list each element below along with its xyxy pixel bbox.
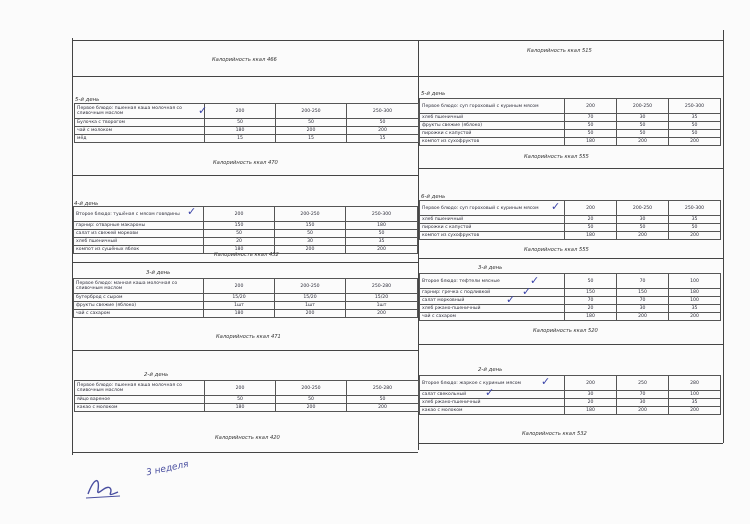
portion-cell: 15 (205, 135, 276, 143)
portion-cell: 30 (275, 238, 346, 246)
section-bottom-line (72, 452, 418, 453)
portion-cell: 1шт (346, 302, 418, 310)
checkmark-icon: ✓ (522, 285, 532, 298)
table-row (74, 310, 418, 318)
portion-cell: 150 (565, 289, 617, 297)
portion-cell: 50 (617, 224, 669, 232)
dish-cell: компот из сухофруктов (420, 232, 565, 240)
checkmark-icon: ✓ (198, 104, 208, 117)
day-label: 5-й день (421, 91, 446, 97)
portion-cell: 100 (669, 391, 721, 399)
table-row (74, 230, 418, 238)
portion-cell: 150 (204, 222, 275, 230)
top-left-calorie: Калорийность ккал 466 (212, 57, 277, 63)
portion-cell: 35 (346, 238, 418, 246)
portion-cell: 200 (669, 313, 721, 321)
portion-cell: 200 (204, 207, 275, 222)
portion-cell: 50 (347, 119, 419, 127)
portion-cell: 15/20 (346, 294, 418, 302)
calorie-label: Калорийность ккал 470 (213, 160, 278, 166)
portion-cell: 70 (617, 274, 669, 289)
portion-cell: 20 (565, 216, 617, 224)
dish-cell: хлеб ржано-пшеничный (420, 305, 565, 313)
dish-cell: компот из сушёных яблок (74, 246, 204, 254)
section-bottom-line (72, 175, 418, 176)
day-label: 6-й день (421, 194, 446, 200)
dish-cell: чай с сахаром (420, 313, 565, 321)
portion-cell: 200 (347, 127, 419, 135)
menu-table (419, 375, 721, 415)
portion-cell: 20 (565, 399, 617, 407)
dish-cell: хлеб пшеничный (420, 114, 565, 122)
portion-cell: 20 (565, 305, 617, 313)
calorie-label: Калорийность ккал 420 (215, 435, 280, 441)
dish-cell: какао с молоком (420, 407, 565, 415)
portion-cell: 200 (276, 127, 347, 135)
portion-cell: 50 (669, 130, 721, 138)
portion-cell: 20 (204, 238, 275, 246)
portion-cell: 70 (565, 114, 617, 122)
portion-cell: 180 (205, 404, 276, 412)
dish-cell: хлеб пшеничный (74, 238, 204, 246)
portion-cell: 250 (617, 376, 669, 391)
dish-cell: салат свекольный (420, 391, 565, 399)
checkmark-icon: ✓ (187, 205, 197, 218)
portion-cell: 200-250 (617, 201, 669, 216)
table-row (420, 130, 721, 138)
dish-cell: хлеб пшеничный (420, 216, 565, 224)
portion-cell: 15 (347, 135, 419, 143)
day-label: 3-й день (146, 270, 171, 276)
table-row (420, 232, 721, 240)
table-row (74, 238, 418, 246)
portion-cell: 15/20 (275, 294, 346, 302)
checkmark-icon: ✓ (551, 200, 561, 213)
portion-cell: 200 (669, 138, 721, 146)
portion-cell: 50 (565, 130, 617, 138)
portion-cell: 200-250 (275, 279, 346, 294)
top-line (72, 40, 723, 41)
portion-cell: 200 (617, 138, 669, 146)
table-row (420, 289, 721, 297)
table-row (74, 302, 418, 310)
handwritten-note: 3 неделя (145, 459, 190, 479)
signature-icon (84, 472, 124, 502)
portion-cell: 50 (205, 119, 276, 127)
portion-cell: 15/20 (204, 294, 275, 302)
portion-cell: 200 (347, 404, 419, 412)
menu-table (73, 278, 418, 318)
portion-cell: 250-300 (347, 104, 419, 119)
portion-cell: 50 (276, 119, 347, 127)
portion-cell: 180 (565, 232, 617, 240)
portion-cell: 200 (346, 310, 418, 318)
table-row (74, 279, 418, 294)
portion-cell: 35 (669, 216, 721, 224)
calorie-label: Калорийность ккал 471 (216, 334, 281, 340)
dish-cell: Первое блюдо: пшенная каша молочная со сливочным маслом (75, 104, 205, 119)
portion-cell: 200-250 (617, 99, 669, 114)
portion-cell: 50 (205, 396, 276, 404)
dish-cell: Первое блюдо: манная каша молочная со сливочным маслом (74, 279, 204, 294)
dish-cell: яйцо вареное (75, 396, 205, 404)
portion-cell: 50 (617, 122, 669, 130)
portion-cell: 200 (669, 232, 721, 240)
calorie-label: Калорийность ккал 555 (524, 247, 589, 253)
portion-cell: 30 (617, 114, 669, 122)
dish-cell: Второе блюдо: тушёная с мясом говядины (74, 207, 204, 222)
portion-cell: 1шт (204, 302, 275, 310)
portion-cell: 30 (565, 391, 617, 399)
checkmark-icon: ✓ (485, 386, 495, 399)
table-row (75, 104, 419, 119)
table-row (420, 391, 721, 399)
dish-cell: салат морковный (420, 297, 565, 305)
section-bottom-line (418, 168, 723, 169)
portion-cell: 280 (669, 376, 721, 391)
menu-table (419, 273, 721, 321)
portion-cell: 1шт (275, 302, 346, 310)
portion-cell: 180 (669, 289, 721, 297)
dish-cell: мёд (75, 135, 205, 143)
table-row (420, 274, 721, 289)
portion-cell: 50 (346, 230, 418, 238)
portion-cell: 200 (204, 279, 275, 294)
section-bottom-line (72, 350, 418, 351)
portion-cell: 200 (275, 310, 346, 318)
portion-cell: 50 (617, 130, 669, 138)
portion-cell: 100 (669, 297, 721, 305)
portion-cell: 180 (205, 127, 276, 135)
calorie-label: Калорийность ккал 555 (524, 154, 589, 160)
dish-cell: Второе блюдо: жаркое с куриным мясом (420, 376, 565, 391)
portion-cell: 250-280 (347, 381, 419, 396)
dish-cell: пирожки с капустой (420, 130, 565, 138)
dish-cell: пирожки с капустой (420, 224, 565, 232)
dish-cell: фрукты свежие (яблоко) (420, 122, 565, 130)
day-label: 2-й день (144, 372, 169, 378)
table-row (420, 216, 721, 224)
checkmark-icon: ✓ (506, 293, 516, 306)
portion-cell: 100 (669, 274, 721, 289)
table-row (75, 127, 419, 135)
portion-cell: 250-300 (346, 207, 418, 222)
table-row (75, 396, 419, 404)
portion-cell: 200 (565, 201, 617, 216)
portion-cell: 200 (276, 404, 347, 412)
menu-table (419, 98, 721, 146)
dish-cell: салат из свежей моркови (74, 230, 204, 238)
portion-cell: 50 (565, 224, 617, 232)
table-row (420, 114, 721, 122)
day-label: 4-й день (74, 201, 99, 207)
checkmark-icon: ✓ (541, 375, 551, 388)
dish-cell: компот из сухофруктов (420, 138, 565, 146)
table-row (74, 207, 418, 222)
portion-cell: 35 (669, 399, 721, 407)
portion-cell: 15 (276, 135, 347, 143)
menu-table (419, 200, 721, 240)
dish-cell: Второе блюдо: тефтели мясные (420, 274, 565, 289)
portion-cell: 50 (276, 396, 347, 404)
table-row (420, 122, 721, 130)
menu-table (73, 206, 418, 254)
table-row (420, 99, 721, 114)
top-bottom-line (72, 76, 723, 77)
table-row (420, 201, 721, 216)
portion-cell: 30 (617, 399, 669, 407)
checkmark-icon: ✓ (530, 274, 540, 287)
section-bottom-line (72, 262, 418, 263)
portion-cell: 180 (346, 222, 418, 230)
portion-cell: 200 (205, 104, 276, 119)
menu-table (74, 380, 419, 412)
portion-cell: 50 (275, 230, 346, 238)
calorie-label: Калорийность ккал 520 (533, 328, 598, 334)
portion-cell: 50 (669, 224, 721, 232)
dish-cell: чай с молоком (75, 127, 205, 135)
top-right-calorie: Калорийность ккал 515 (527, 48, 592, 54)
dish-cell: Булочка с творогом (75, 119, 205, 127)
table-row (420, 297, 721, 305)
portion-cell: 35 (669, 114, 721, 122)
portion-cell: 200 (565, 376, 617, 391)
table-row (74, 294, 418, 302)
table-row (75, 404, 419, 412)
portion-cell: 50 (669, 122, 721, 130)
portion-cell: 50 (565, 274, 617, 289)
portion-cell: 200 (617, 313, 669, 321)
portion-cell: 180 (565, 138, 617, 146)
day-label: 5-й день (75, 97, 100, 103)
portion-cell: 30 (617, 305, 669, 313)
portion-cell: 70 (617, 297, 669, 305)
portion-cell: 70 (565, 297, 617, 305)
portion-cell: 150 (617, 289, 669, 297)
dish-cell: Первое блюдо: суп гороховый с куриным мясом (420, 99, 565, 114)
section-bottom-line (418, 258, 723, 259)
portion-cell: 250-280 (346, 279, 418, 294)
dish-cell: гарнир: гречка с подливкой (420, 289, 565, 297)
portion-cell: 180 (204, 310, 275, 318)
portion-cell: 50 (204, 230, 275, 238)
portion-cell: 200 (617, 407, 669, 415)
portion-cell: 50 (347, 396, 419, 404)
menu-table (74, 103, 419, 143)
portion-cell: 180 (204, 246, 275, 254)
portion-cell: 250-300 (669, 99, 721, 114)
dish-cell: хлеб ржано-пшеничный (420, 399, 565, 407)
portion-cell: 200 (275, 246, 346, 254)
dish-cell: Первое блюдо: пшенная каша молочная со сливочным маслом (75, 381, 205, 396)
table-row (75, 381, 419, 396)
table-row (420, 305, 721, 313)
table-row (420, 224, 721, 232)
table-row (75, 119, 419, 127)
portion-cell: 150 (275, 222, 346, 230)
table-row (420, 313, 721, 321)
dish-cell: бутерброд с сыром (74, 294, 204, 302)
portion-cell: 30 (617, 216, 669, 224)
dish-cell: фрукты свежие (яблоко) (74, 302, 204, 310)
portion-cell: 50 (565, 122, 617, 130)
portion-cell: 200 (669, 407, 721, 415)
table-row (75, 135, 419, 143)
portion-cell: 200-250 (275, 207, 346, 222)
section-bottom-line (418, 443, 723, 444)
portion-cell: 70 (617, 391, 669, 399)
portion-cell: 200 (205, 381, 276, 396)
dish-cell: чай с сахаром (74, 310, 204, 318)
portion-cell: 250-300 (669, 201, 721, 216)
table-row (420, 376, 721, 391)
portion-cell: 200-250 (276, 104, 347, 119)
portion-cell: 200 (617, 232, 669, 240)
calorie-label: Калорийность ккал 432 (214, 252, 279, 258)
dish-cell: Первое блюдо: суп гороховый с куриным мясом (420, 201, 565, 216)
table-row (420, 138, 721, 146)
portion-cell: 180 (565, 407, 617, 415)
frame-right-line (723, 30, 724, 443)
table-row (74, 222, 418, 230)
dish-cell: гарнир: отварные макароны (74, 222, 204, 230)
day-label: 2-й день (478, 367, 503, 373)
portion-cell: 200 (346, 246, 418, 254)
table-row (420, 407, 721, 415)
day-label: 3-й день (478, 265, 503, 271)
portion-cell: 200-250 (276, 381, 347, 396)
portion-cell: 200 (565, 99, 617, 114)
portion-cell: 35 (669, 305, 721, 313)
section-bottom-line (418, 344, 723, 345)
table-row (420, 399, 721, 407)
dish-cell: какао с молоком (75, 404, 205, 412)
portion-cell: 180 (565, 313, 617, 321)
calorie-label: Калорийность ккал 532 (522, 431, 587, 437)
